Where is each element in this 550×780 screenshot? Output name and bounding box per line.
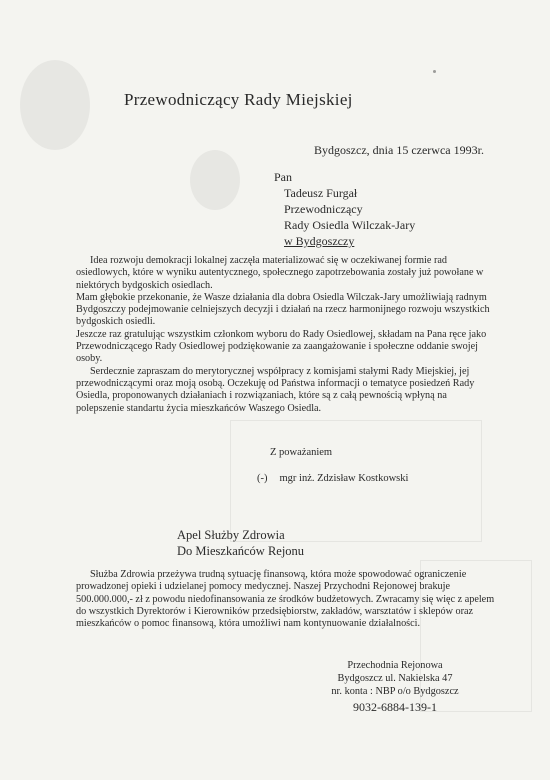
paper-speck — [433, 70, 436, 73]
ghost-tree-shape — [190, 150, 240, 210]
appeal-subtitle: Do Mieszkańców Rejonu — [177, 544, 305, 558]
appeal-footer — [325, 659, 465, 714]
recipient-line: Pan — [274, 170, 292, 184]
footer-address: Bydgoszcz ul. Nakielska 47 — [337, 673, 453, 685]
letter-closing: Z poważaniem — [270, 447, 333, 458]
letter-body — [76, 255, 496, 415]
recipient-line: Przewodniczący — [284, 202, 363, 216]
signature-mark: (-) — [257, 473, 268, 484]
recipient-address — [274, 169, 415, 249]
footer-account-number: 9032-6884-139-1 — [353, 699, 437, 714]
signature-name: mgr inż. Zdzisław Kostkowski — [279, 473, 409, 484]
signature-block — [257, 473, 408, 484]
footer-institution: Przechodnia Rejonowa — [347, 660, 443, 671]
appeal-body — [76, 569, 496, 630]
ghost-tree-shape — [20, 60, 90, 150]
footer-bank: nr. konta : NBP o/o Bydgoszcz — [331, 686, 459, 698]
recipient-line: Rady Osiedla Wilczak-Jary — [284, 218, 416, 232]
letter-date: Bydgoszcz, dnia 15 czerwca 1993r. — [314, 143, 484, 157]
recipient-name: Tadeusz Furgał — [284, 186, 358, 200]
letter-title: Przewodniczący Rady Miejskiej — [124, 90, 353, 109]
letter-paragraph: Idea rozwoju demokracji lokalnej zaczęła materializować się w oczekiwanej formie rad osiedlowych, które w wyniku autentycznego, społecznego zapotrzebowania zostały już powołane w niektórych bydgoskich osiedlach. — [76, 255, 484, 291]
appeal-title: Apel Służby Zdrowia — [177, 528, 285, 542]
letter-paragraph: Serdecznie zapraszam do merytorycznej współpracy z komisjami stałymi Rady Miejskiej, jej przewodniczącymi oraz moją osobą. Oczekuję od Państwa informacji o tematyce posiedzeń Rady Osiedla, proponowanych działaniach i rozwiązaniach, które są z całą pewnością wpłyną na polepszenie standartu życia mieszkańców Waszego Osiedla. — [76, 365, 475, 414]
appeal-paragraph: Służba Zdrowia przeżywa trudną sytuację finansową, która może spowodować ograniczenie prowadzonej opieki i udzielanej pomocy medycznej. Naszej Przychodni Rejonowej brakuje 500.000.000,- zł z powodu niedofinansowania ze środków budżetowych. Zwracamy się więc z apelem do wszystkich Dyrektorów i Kierowników przedsiębiorstw, zakładów, warsztatów i sklepów oraz mieszkańców o pomoc finansową, która umożliwi nam kontynuowanie działalności. — [76, 569, 495, 630]
appeal-heading — [177, 527, 304, 559]
recipient-city: w Bydgoszczy — [284, 234, 355, 248]
letter-paragraph: Mam głębokie przekonanie, że Wasze działania dla dobra Osiedla Wilczak-Jary umożliwiają radnym Bydgoszczy podejmowanie celniejszych decyzji i działań na rzecz harmonijnego rozwoju wszystkich bydgoskich osiedli. — [76, 291, 490, 328]
letter-paragraph: Jeszcze raz gratulując wszystkim członkom wyboru do Rady Osiedlowej, składam na Pana ręce jako Przewodniczącego Rady Osiedlowej podziękowanie za zaangażowanie i społeczne oddanie swojej osoby. — [76, 328, 487, 365]
